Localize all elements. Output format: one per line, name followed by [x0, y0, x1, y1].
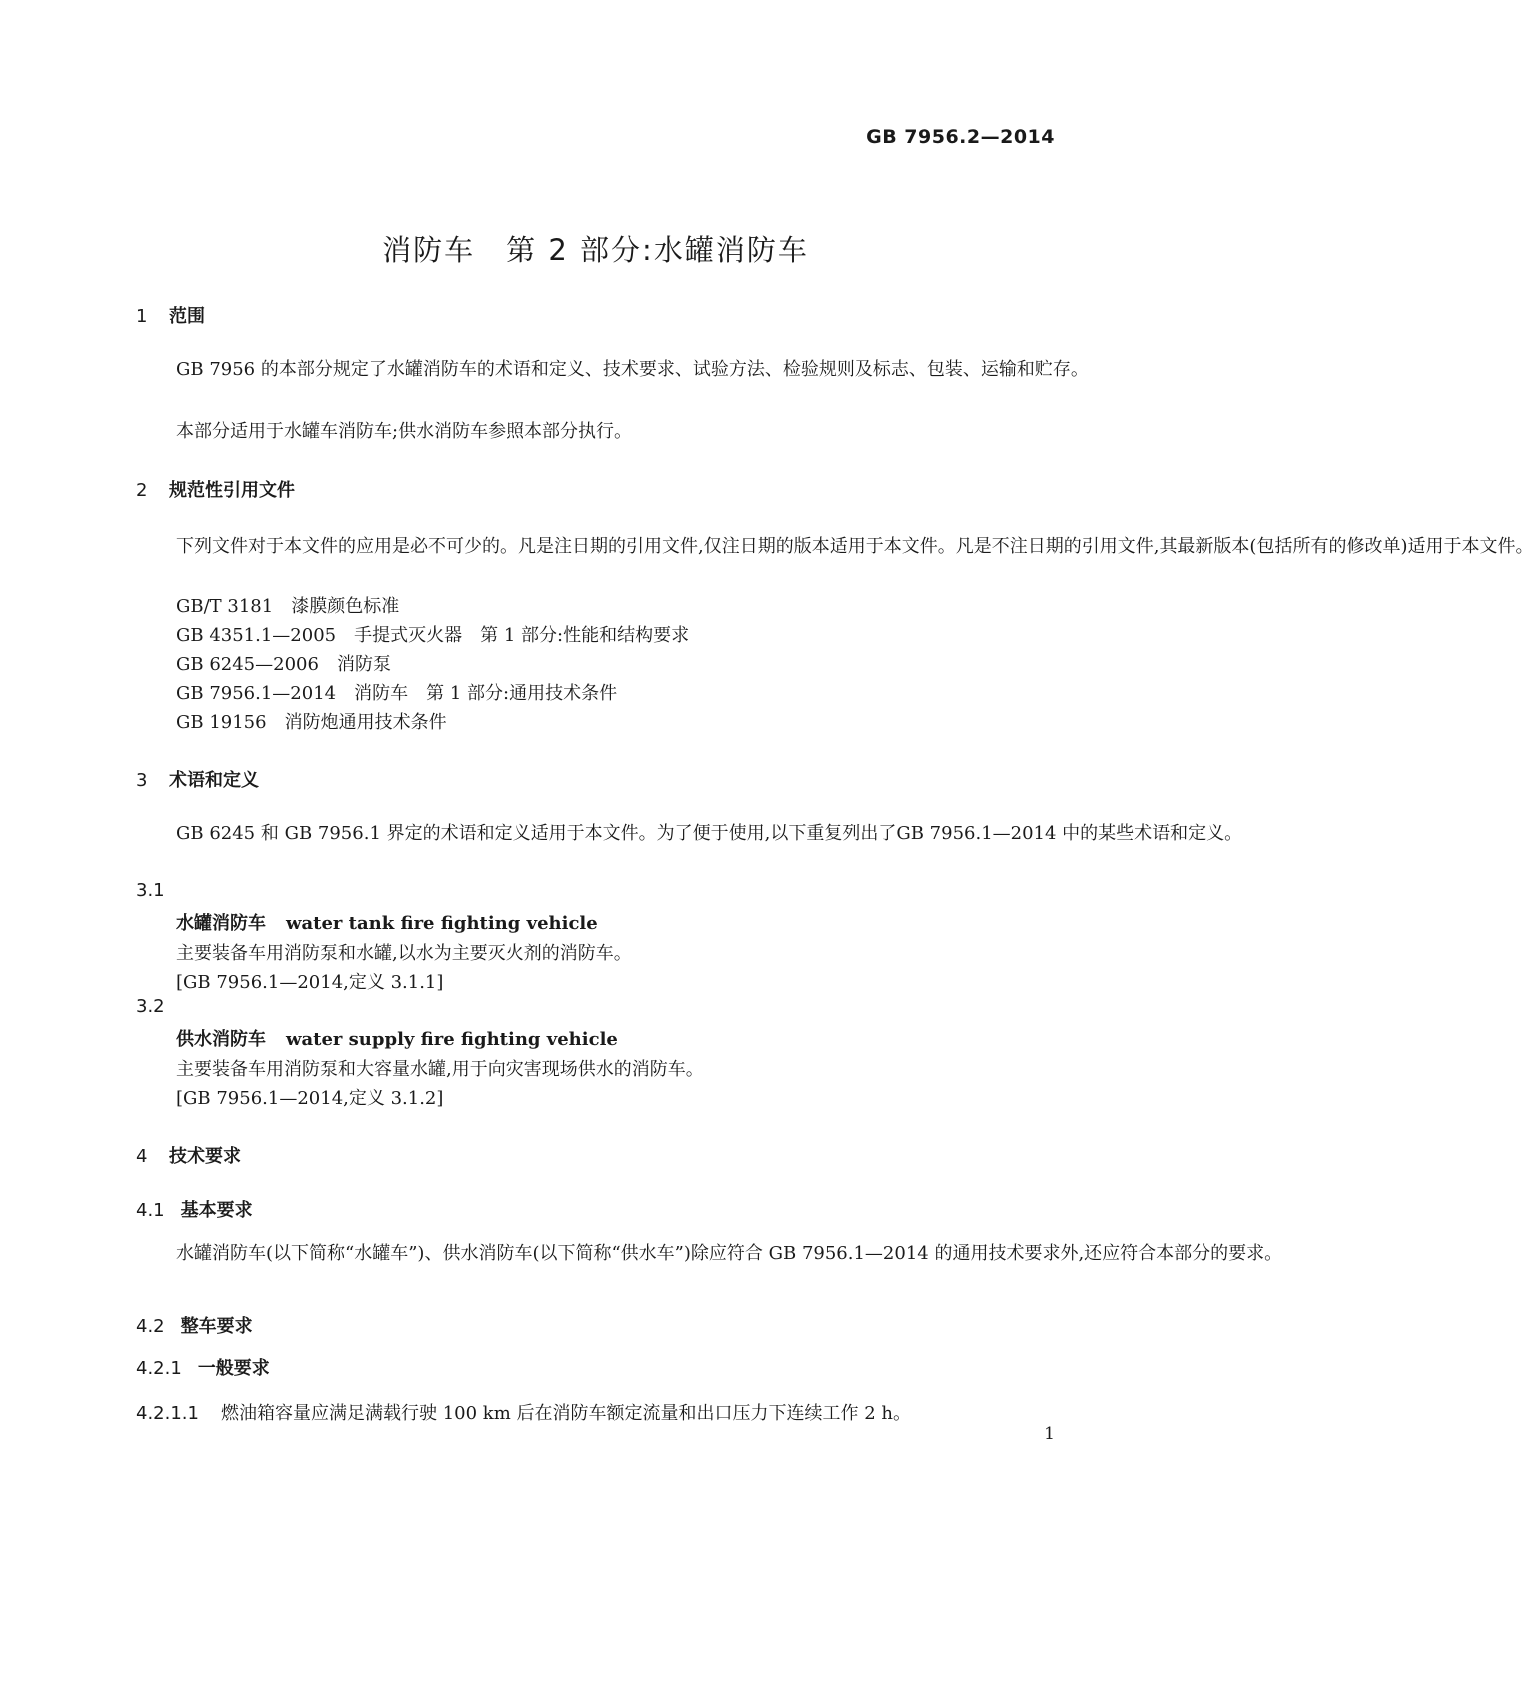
section-title: 规范性引用文件 [169, 480, 295, 501]
term-english: water supply fire fighting vehicle [286, 1029, 618, 1050]
reference-code: GB 19156 [176, 712, 267, 733]
subsection-number: 4.2 [136, 1316, 165, 1337]
term-entry [176, 909, 598, 935]
subsection-title: 一般要求 [197, 1358, 270, 1379]
term-english: water tank fire fighting vehicle [286, 913, 598, 934]
section-title: 范围 [169, 306, 205, 327]
section-number: 4 [136, 1146, 148, 1167]
reference-code: GB/T 3181 [176, 596, 274, 617]
subsection-4-1-paragraph [136, 1238, 1283, 1269]
section-number: 3 [136, 770, 148, 791]
section-2-paragraph-1 [136, 531, 1533, 562]
paragraph-text: GB 6245 和 GB 7956.1 界定的术语和定义适用于本文件。为了便于使用,以下重复列出了GB 7956.1—2014 中的某些术语和定义。 [176, 823, 1243, 844]
subsection-4-2-heading [136, 1312, 253, 1338]
term-chinese: 供水消防车 [176, 1029, 266, 1050]
section-number: 2 [136, 480, 148, 501]
term-entry [176, 1025, 618, 1051]
subsection-title: 基本要求 [180, 1200, 253, 1221]
reference-code: GB 6245—2006 [176, 654, 319, 675]
paragraph-text: GB 7956 的本部分规定了水罐消防车的术语和定义、技术要求、试验方法、检验规则及标志、包装、运输和贮存。 [176, 359, 1089, 380]
subsection-4-1-heading [136, 1196, 253, 1222]
standard-code-header: GB 7956.2—2014 [866, 126, 1055, 148]
section-1-paragraph-1 [136, 354, 1089, 385]
reference-title: 漆膜颜色标准 [291, 596, 400, 617]
reference-title: 消防炮通用技术条件 [284, 712, 447, 733]
clause-4-2-1-1 [136, 1399, 911, 1425]
section-1-heading [136, 302, 205, 328]
reference-code: GB 7956.1—2014 [176, 683, 337, 704]
subsection-4-2-1-heading [136, 1354, 270, 1380]
normative-reference [176, 621, 689, 647]
term-source: [GB 7956.1—2014,定义 3.1.2] [176, 1088, 444, 1109]
term-chinese: 水罐消防车 [176, 913, 266, 934]
section-title: 术语和定义 [169, 770, 259, 791]
term-definition: 主要装备车用消防泵和大容量水罐,用于向灾害现场供水的消防车。 [176, 1059, 704, 1080]
section-title: 技术要求 [169, 1146, 241, 1167]
normative-reference [176, 650, 391, 676]
section-3-paragraph-1 [136, 818, 1243, 849]
normative-reference [176, 679, 617, 705]
page-number: 1 [1044, 1424, 1055, 1444]
paragraph-text: 水罐消防车(以下简称“水罐车”)、供水消防车(以下简称“供水车”)除应符合 GB 7956.1—2014 的通用技术要求外,还应符合本部分的要求。 [176, 1243, 1283, 1264]
normative-reference [176, 708, 447, 734]
normative-reference [176, 592, 399, 618]
term-number: 3.2 [136, 996, 165, 1017]
subsection-number: 4.1 [136, 1200, 165, 1221]
paragraph-text: 本部分适用于水罐车消防车;供水消防车参照本部分执行。 [176, 421, 633, 442]
subsection-number: 4.2.1 [136, 1358, 182, 1379]
section-3-heading [136, 766, 259, 792]
term-number: 3.1 [136, 880, 165, 901]
section-1-paragraph-2 [136, 416, 1057, 447]
reference-code: GB 4351.1—2005 [176, 625, 337, 646]
reference-title: 消防泵 [336, 654, 391, 675]
term-source: [GB 7956.1—2014,定义 3.1.1] [176, 972, 444, 993]
page-title: 消防车 第 2 部分:水罐消防车 [382, 233, 809, 267]
section-4-heading [136, 1142, 241, 1168]
section-2-heading [136, 476, 295, 502]
subsection-title: 整车要求 [180, 1316, 253, 1337]
clause-number: 4.2.1.1 [136, 1403, 199, 1424]
term-definition: 主要装备车用消防泵和水罐,以水为主要灭火剂的消防车。 [176, 943, 632, 964]
reference-title: 消防车 第 1 部分:通用技术条件 [354, 683, 618, 704]
clause-text: 燃油箱容量应满足满载行驶 100 km 后在消防车额定流量和出口压力下连续工作 2 h。 [220, 1403, 911, 1424]
section-number: 1 [136, 306, 148, 327]
paragraph-text: 下列文件对于本文件的应用是必不可少的。凡是注日期的引用文件,仅注日期的版本适用于本文件。凡是不注日期的引用文件,其最新版本(包括所有的修改单)适用于本文件。 [176, 536, 1533, 557]
reference-title: 手提式灭火器 第 1 部分:性能和结构要求 [354, 625, 690, 646]
